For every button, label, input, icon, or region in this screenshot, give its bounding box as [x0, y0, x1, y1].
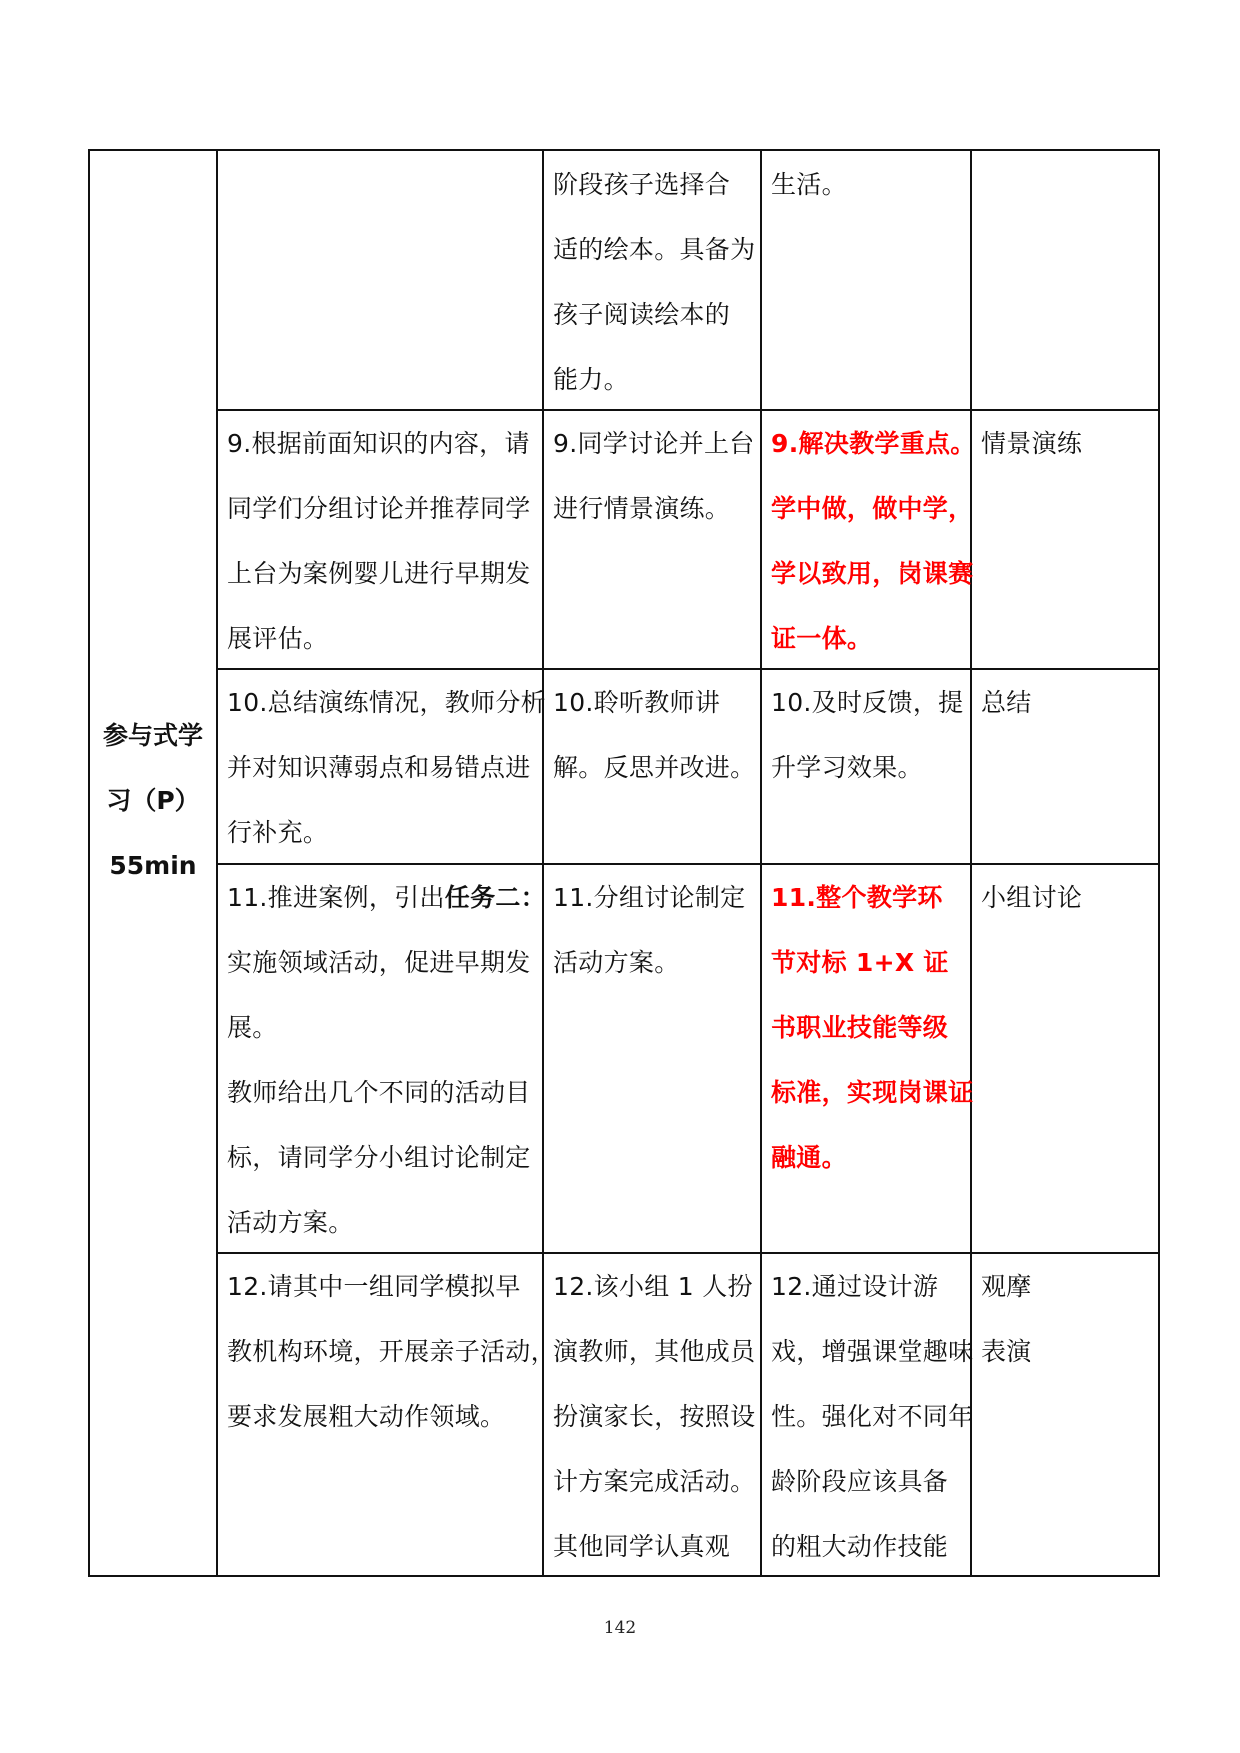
teacher-activity-cell — [227, 1254, 556, 1449]
cell-line: 展评估。 — [227, 624, 329, 653]
cell-line: 进行情景演练。 — [553, 494, 731, 523]
cell-line: 上台为案例婴儿进行早期发 — [227, 559, 531, 588]
stage-line: 习（P） — [106, 786, 200, 815]
cell-line: 书职业技能等级 — [771, 1013, 949, 1042]
cell-line: 11.整个教学环 — [771, 883, 943, 912]
cell-line: 阶段孩子选择合 — [553, 170, 731, 199]
cell-line: 融通。 — [771, 1143, 847, 1172]
cell-line: 12.通过设计游 — [771, 1272, 939, 1301]
cell-line: 标，请同学分小组讨论制定 — [227, 1143, 531, 1172]
method-cell — [981, 670, 1032, 735]
stage-line: 参与式学 — [102, 721, 203, 750]
cell-line: 10.及时反馈，提 — [771, 688, 964, 717]
cell-line-prefix: 11.推进案例，引出 — [227, 883, 445, 912]
cell-line: 性。强化对不同年 — [771, 1402, 974, 1431]
cell-line: 扮演家长，按照设 — [553, 1402, 756, 1431]
cell-line: 行补充。 — [227, 818, 329, 847]
student-activity-cell — [553, 152, 755, 412]
cell-line: 小组讨论 — [981, 883, 1083, 912]
method-cell — [981, 865, 1082, 930]
design-purpose-cell — [771, 152, 847, 217]
cell-line: 计方案完成活动。 — [553, 1467, 756, 1496]
student-activity-cell — [553, 670, 755, 800]
cell-line: 学以致用，岗课赛 — [771, 559, 974, 588]
teacher-activity-cell — [227, 670, 546, 865]
cell-line — [227, 865, 546, 930]
cell-line: 证一体。 — [771, 624, 873, 653]
task-label: 任务二： — [444, 883, 546, 912]
cell-line: 龄阶段应该具备 — [771, 1467, 949, 1496]
cell-line: 升学习效果。 — [771, 753, 923, 782]
cell-line: 9.解决教学重点。 — [771, 429, 976, 458]
cell-line: 12.请其中一组同学模拟早 — [227, 1272, 521, 1301]
cell-line: 观摩 — [981, 1272, 1032, 1301]
teacher-activity-cell — [227, 411, 531, 671]
cell-line: 9.同学讨论并上台 — [553, 429, 755, 458]
cell-line: 10.总结演练情况，教师分析 — [227, 688, 546, 717]
teacher-activity-cell — [227, 865, 546, 1255]
design-purpose-cell — [771, 670, 963, 800]
cell-line: 11.分组讨论制定 — [553, 883, 746, 912]
table-border-top — [88, 149, 1160, 151]
cell-line: 标准，实现岗课证 — [771, 1078, 974, 1107]
cell-line: 10.聆听教师讲 — [553, 688, 721, 717]
cell-line: 孩子阅读绘本的 — [553, 300, 731, 329]
cell-line: 要求发展粗大动作领域。 — [227, 1402, 506, 1431]
cell-line: 实施领域活动，促进早期发 — [227, 948, 531, 977]
cell-line: 12.该小组 1 人扮 — [553, 1272, 753, 1301]
method-cell — [981, 1254, 1032, 1384]
design-purpose-cell — [771, 865, 973, 1190]
method-cell — [981, 411, 1082, 476]
design-purpose-cell — [771, 411, 976, 671]
cell-line: 生活。 — [771, 170, 847, 199]
cell-line: 活动方案。 — [553, 948, 680, 977]
cell-line: 9.根据前面知识的内容，请 — [227, 429, 530, 458]
cell-line: 演教师，其他成员 — [553, 1337, 756, 1366]
cell-line: 学中做，做中学， — [771, 494, 974, 523]
stage-duration: 55min — [109, 851, 197, 880]
cell-line: 教机构环境，开展亲子活动， — [227, 1337, 556, 1366]
cell-line: 总结 — [981, 688, 1032, 717]
cell-line: 表演 — [981, 1337, 1032, 1366]
cell-line: 解。反思并改进。 — [553, 753, 756, 782]
cell-line: 展。 — [227, 1013, 278, 1042]
stage-label — [90, 703, 216, 898]
cell-line: 能力。 — [553, 365, 629, 394]
cell-line: 情景演练 — [981, 429, 1083, 458]
cell-line: 适的绘本。具备为 — [553, 235, 756, 264]
cell-line: 活动方案。 — [227, 1208, 354, 1237]
page-number: 142 — [603, 1618, 637, 1638]
cell-line: 教师给出几个不同的活动目 — [227, 1078, 531, 1107]
student-activity-cell — [553, 865, 745, 995]
cell-line: 戏，增强课堂趣味 — [771, 1337, 974, 1366]
design-purpose-cell — [771, 1254, 973, 1579]
cell-line: 同学们分组讨论并推荐同学 — [227, 494, 531, 523]
student-activity-cell — [553, 411, 755, 541]
student-activity-cell — [553, 1254, 755, 1579]
cell-line: 并对知识薄弱点和易错点进 — [227, 753, 531, 782]
cell-line: 节对标 1+X 证 — [771, 948, 949, 977]
cell-line: 的粗大动作技能 — [771, 1532, 949, 1561]
cell-line: 其他同学认真观 — [553, 1532, 731, 1561]
